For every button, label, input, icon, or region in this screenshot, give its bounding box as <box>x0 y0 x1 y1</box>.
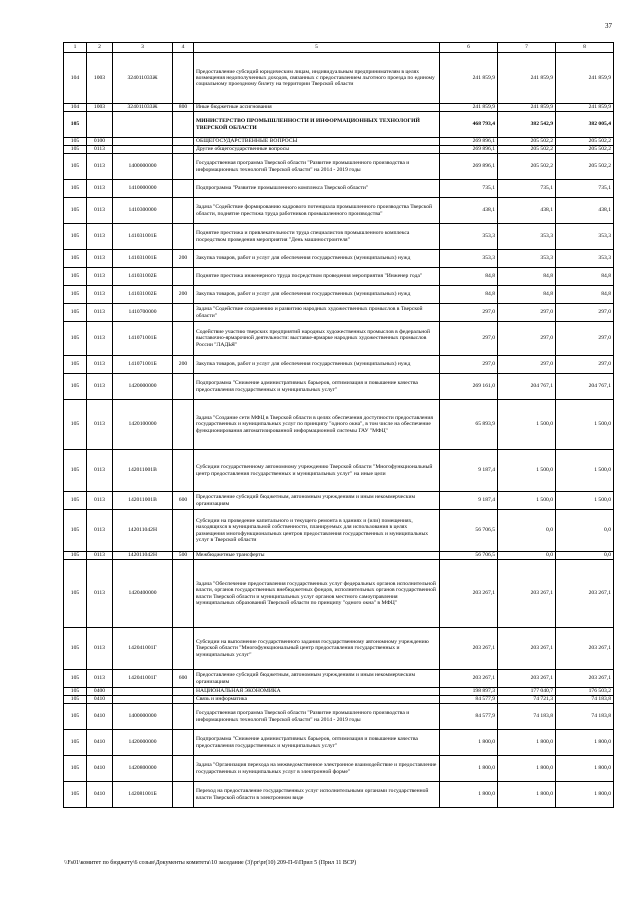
cell-admin-code: 105 <box>64 268 87 286</box>
cell-admin-code: 105 <box>64 286 87 304</box>
cell-target-article: 141071001Б <box>113 322 173 356</box>
cell-amount-year1: 198 897,3 <box>440 688 498 696</box>
cell-admin-code: 105 <box>64 400 87 450</box>
table-row <box>64 400 614 450</box>
cell-amount-year1: 269 896,1 <box>440 138 498 146</box>
cell-amount-year1: 297,0 <box>440 322 498 356</box>
cell-section-code: 0113 <box>87 374 113 400</box>
cell-description: Предоставление субсидий бюджетным, автономным учреждениям и иным некоммерческим организациям <box>194 492 440 510</box>
cell-section-code: 0113 <box>87 628 113 670</box>
cell-description: Задача "Создание сети МФЦ в Тверской области в целях обеспечения доступности предоставления государственных и муниципальных услуг по принципу "одного окна", в том числе на обеспечение функционирования автоматизированной информационной системы ГАУ "МФЦ" <box>194 400 440 450</box>
cell-section-code: 0410 <box>87 730 113 756</box>
cell-amount-year3: 1 500,0 <box>556 492 614 510</box>
cell-amount-year3: 0,0 <box>556 552 614 560</box>
cell-amount-year3: 353,3 <box>556 250 614 268</box>
cell-admin-code: 105 <box>64 560 87 628</box>
cell-amount-year3: 74 183,8 <box>556 696 614 704</box>
cell-amount-year3: 203 267,1 <box>556 628 614 670</box>
column-header: 2 <box>87 43 113 53</box>
cell-admin-code: 105 <box>64 180 87 198</box>
cell-amount-year3: 203 267,1 <box>556 670 614 688</box>
table-row <box>64 756 614 782</box>
cell-amount-year2: 1 500,0 <box>498 450 556 492</box>
cell-section-code: 0113 <box>87 552 113 560</box>
cell-amount-year2: 203 267,1 <box>498 670 556 688</box>
cell-section-code: 0113 <box>87 154 113 180</box>
cell-amount-year2: 241 859,9 <box>498 53 556 104</box>
cell-amount-year1: 468 793,4 <box>440 112 498 138</box>
cell-amount-year2: 297,0 <box>498 322 556 356</box>
cell-amount-year1: 203 267,1 <box>440 628 498 670</box>
cell-amount-year2: 0,0 <box>498 552 556 560</box>
cell-amount-year1: 1 800,0 <box>440 782 498 808</box>
cell-section-code: 0410 <box>87 756 113 782</box>
cell-target-article <box>113 688 173 696</box>
cell-amount-year3: 1 500,0 <box>556 450 614 492</box>
cell-admin-code: 105 <box>64 322 87 356</box>
table-row <box>64 138 614 146</box>
cell-amount-year1: 438,1 <box>440 198 498 224</box>
cell-amount-year2: 205 502,2 <box>498 146 556 154</box>
cell-expense-type: 200 <box>173 286 194 304</box>
cell-description: Предоставление субсидий юридическим лицам, индивидуальным предпринимателям в целях возмещения недополученных доходов, связанных с предоставлением льготного проезда по единому социальному проездному билету на территории Тверской области <box>194 53 440 104</box>
cell-description: Подпрограмма "Развитие промышленного комплекса Тверской области" <box>194 180 440 198</box>
column-header: 4 <box>173 43 194 53</box>
cell-description: Государственная программа Тверской области "Развитие промышленного производства и информационных технологий Тверской области" на 2014 - 2019 годы <box>194 154 440 180</box>
cell-description: Межбюджетные трансферты <box>194 552 440 560</box>
cell-expense-type <box>173 112 194 138</box>
cell-target-article: 142081001Б <box>113 782 173 808</box>
cell-description: Закупка товаров, работ и услуг для обеспечения государственных (муниципальных) нужд <box>194 286 440 304</box>
cell-target-article: 141031001Б <box>113 250 173 268</box>
cell-amount-year3: 382 005,4 <box>556 112 614 138</box>
cell-section-code: 0113 <box>87 400 113 450</box>
cell-amount-year1: 84 577,9 <box>440 696 498 704</box>
cell-expense-type: 200 <box>173 356 194 374</box>
cell-section-code: 0100 <box>87 138 113 146</box>
cell-amount-year3: 205 502,2 <box>556 154 614 180</box>
cell-amount-year1: 84,8 <box>440 268 498 286</box>
cell-admin-code: 105 <box>64 250 87 268</box>
cell-amount-year3: 297,0 <box>556 356 614 374</box>
cell-description: Субсидии на выполнение государственного задания государственному автономному учреждению Тверской области "Многофункциональный центр предоставления государственных и муниципальных услуг" <box>194 628 440 670</box>
table-row <box>64 492 614 510</box>
cell-amount-year3: 438,1 <box>556 198 614 224</box>
table-row <box>64 322 614 356</box>
cell-description: Субсидии на проведение капитального и текущего ремонта в зданиях и (или) помещениях, находящихся в муниципальной собственности, планируемых для использования в целях размещения многофункциональных центров предоставления государственных и муниципальных услуг в Тверской области <box>194 510 440 552</box>
cell-expense-type <box>173 224 194 250</box>
table-row <box>64 696 614 704</box>
cell-amount-year1: 65 893,9 <box>440 400 498 450</box>
cell-target-article: 142041001Г <box>113 670 173 688</box>
table-row <box>64 628 614 670</box>
cell-target-article <box>113 146 173 154</box>
cell-amount-year1: 56 706,5 <box>440 510 498 552</box>
cell-description: Другие общегосударственные вопросы <box>194 146 440 154</box>
table-row <box>64 374 614 400</box>
cell-amount-year3: 241 859,9 <box>556 53 614 104</box>
cell-section-code: 0113 <box>87 224 113 250</box>
cell-admin-code: 105 <box>64 492 87 510</box>
cell-admin-code: 105 <box>64 782 87 808</box>
cell-description: Предоставление субсидий бюджетным, автономным учреждениям и иным некоммерческим организациям <box>194 670 440 688</box>
cell-section-code: 0113 <box>87 322 113 356</box>
cell-admin-code: 105 <box>64 670 87 688</box>
cell-section-code: 0113 <box>87 180 113 198</box>
cell-description: Задача "Организация перехода на межведомственное электронное взаимодействие и предоставление государственных и муниципальных услуг в электронной форме" <box>194 756 440 782</box>
cell-admin-code: 105 <box>64 154 87 180</box>
cell-section-code: 0400 <box>87 688 113 696</box>
cell-admin-code: 105 <box>64 628 87 670</box>
cell-amount-year3: 735,1 <box>556 180 614 198</box>
cell-amount-year2: 353,3 <box>498 250 556 268</box>
table-row <box>64 450 614 492</box>
column-header: 1 <box>64 43 87 53</box>
cell-amount-year3: 84,8 <box>556 268 614 286</box>
cell-amount-year3: 203 267,1 <box>556 560 614 628</box>
cell-amount-year2: 84,8 <box>498 268 556 286</box>
column-header: 6 <box>440 43 498 53</box>
cell-amount-year3: 241 859,9 <box>556 104 614 112</box>
cell-admin-code: 105 <box>64 730 87 756</box>
cell-amount-year1: 241 859,9 <box>440 53 498 104</box>
cell-description: Задача "Обеспечение предоставления государственных услуг федеральных органов исполнительной власти, органов государственных внебюджетных фондов, исполнительных органов государственной власти Тверской области и муниципальных услуг органов местного самоуправления муниципальных образований Тверской области по принципу "одного окна" в МФЦ" <box>194 560 440 628</box>
cell-expense-type <box>173 154 194 180</box>
cell-target-article: 1400000000 <box>113 154 173 180</box>
cell-target-article: 141031002Б <box>113 286 173 304</box>
file-path-footer: \\Fs01\комитет по бюджету\6 созыв\Документы комитета\10 заседание (3)\pr\pr(10) 209-П-6\Прил 5 (Прил 11 ВСР) <box>64 860 357 866</box>
cell-section-code: 0410 <box>87 782 113 808</box>
cell-amount-year1: 241 859,9 <box>440 104 498 112</box>
cell-target-article: 142041001Г <box>113 628 173 670</box>
cell-section-code: 0410 <box>87 704 113 730</box>
cell-target-article: 1420100000 <box>113 400 173 450</box>
cell-admin-code: 105 <box>64 450 87 492</box>
cell-amount-year2: 205 502,2 <box>498 154 556 180</box>
cell-expense-type <box>173 756 194 782</box>
cell-amount-year3: 74 183,8 <box>556 704 614 730</box>
cell-amount-year1: 9 187,4 <box>440 450 498 492</box>
cell-expense-type <box>173 268 194 286</box>
cell-target-article: 324011033Ж <box>113 53 173 104</box>
cell-admin-code: 105 <box>64 304 87 322</box>
cell-description: Задача "Содействие сохранению и развитию народных художественных промыслов в Тверской области" <box>194 304 440 322</box>
cell-amount-year1: 269 896,1 <box>440 146 498 154</box>
cell-amount-year1: 203 267,1 <box>440 560 498 628</box>
cell-section-code: 0113 <box>87 304 113 322</box>
cell-admin-code: 105 <box>64 138 87 146</box>
cell-expense-type: 200 <box>173 250 194 268</box>
cell-target-article <box>113 696 173 704</box>
cell-amount-year1: 269 161,0 <box>440 374 498 400</box>
cell-description: Закупка товаров, работ и услуг для обеспечения государственных (муниципальных) нужд <box>194 250 440 268</box>
cell-amount-year2: 1 500,0 <box>498 400 556 450</box>
cell-expense-type <box>173 704 194 730</box>
cell-amount-year3: 205 502,2 <box>556 146 614 154</box>
cell-section-code: 0113 <box>87 356 113 374</box>
cell-target-article: 1420400000 <box>113 560 173 628</box>
column-header: 3 <box>113 43 173 53</box>
cell-section-code: 0113 <box>87 268 113 286</box>
cell-amount-year1: 269 896,1 <box>440 154 498 180</box>
cell-admin-code: 105 <box>64 552 87 560</box>
cell-amount-year3: 297,0 <box>556 322 614 356</box>
table-row <box>64 198 614 224</box>
cell-expense-type <box>173 198 194 224</box>
cell-amount-year2: 241 859,9 <box>498 104 556 112</box>
cell-description: Закупка товаров, работ и услуг для обеспечения государственных (муниципальных) нужд <box>194 356 440 374</box>
cell-target-article <box>113 112 173 138</box>
cell-amount-year2: 1 800,0 <box>498 730 556 756</box>
cell-target-article: 142011042Н <box>113 552 173 560</box>
table-row <box>64 224 614 250</box>
cell-amount-year2: 382 542,9 <box>498 112 556 138</box>
cell-description: Государственная программа Тверской области "Развитие промышленного производства и информационных технологий Тверской области" на 2014 - 2019 годы <box>194 704 440 730</box>
table-row <box>64 154 614 180</box>
cell-expense-type <box>173 304 194 322</box>
cell-section-code: 0113 <box>87 560 113 628</box>
cell-target-article: 1420800000 <box>113 756 173 782</box>
page-number: 37 <box>605 22 612 30</box>
cell-expense-type <box>173 138 194 146</box>
cell-expense-type <box>173 146 194 154</box>
cell-amount-year2: 1 800,0 <box>498 782 556 808</box>
cell-target-article: 1410000000 <box>113 180 173 198</box>
cell-expense-type: 600 <box>173 492 194 510</box>
cell-description: Поднятие престижа инженерного труда посредством проведения мероприятия "Инженер года" <box>194 268 440 286</box>
cell-description: Поднятие престижа и привлекательности труда специалистов промышленного комплекса посредством проведения мероприятия "День машиностроителя" <box>194 224 440 250</box>
cell-amount-year3: 205 502,2 <box>556 138 614 146</box>
cell-section-code: 0113 <box>87 492 113 510</box>
cell-description: Содействие участию тверских предприятий народных художественных промыслов в федеральной выставочно-ярмарочной деятельности: выставке-ярмарке народных художественных промыслов России "ЛАДЬЯ" <box>194 322 440 356</box>
cell-target-article: 1400000000 <box>113 704 173 730</box>
cell-target-article: 1410700000 <box>113 304 173 322</box>
cell-target-article: 141031002Б <box>113 268 173 286</box>
cell-amount-year1: 1 800,0 <box>440 730 498 756</box>
cell-amount-year2: 205 502,2 <box>498 138 556 146</box>
cell-admin-code: 105 <box>64 374 87 400</box>
table-row <box>64 356 614 374</box>
cell-expense-type <box>173 322 194 356</box>
cell-admin-code: 105 <box>64 510 87 552</box>
cell-description: НАЦИОНАЛЬНАЯ ЭКОНОМИКА <box>194 688 440 696</box>
cell-amount-year2: 1 500,0 <box>498 492 556 510</box>
cell-amount-year3: 176 503,2 <box>556 688 614 696</box>
cell-target-article: 142011042Н <box>113 510 173 552</box>
cell-target-article: 1420000000 <box>113 730 173 756</box>
table-row <box>64 104 614 112</box>
cell-expense-type <box>173 510 194 552</box>
cell-admin-code: 105 <box>64 198 87 224</box>
cell-amount-year1: 1 800,0 <box>440 756 498 782</box>
cell-description: МИНИСТЕРСТВО ПРОМЫШЛЕННОСТИ И ИНФОРМАЦИОННЫХ ТЕХНОЛОГИЙ ТВЕРСКОЙ ОБЛАСТИ <box>194 112 440 138</box>
cell-target-article: 142011001В <box>113 450 173 492</box>
cell-amount-year1: 84 577,9 <box>440 704 498 730</box>
cell-description: Субсидии государственному автономному учреждению Тверской области "Многофункциональный центр предоставления государственных и муниципальных услуг" на иные цели <box>194 450 440 492</box>
cell-section-code: 1003 <box>87 53 113 104</box>
cell-section-code: 0113 <box>87 250 113 268</box>
cell-section-code: 0410 <box>87 696 113 704</box>
cell-admin-code: 105 <box>64 112 87 138</box>
cell-section-code: 0113 <box>87 450 113 492</box>
cell-expense-type <box>173 180 194 198</box>
table-row <box>64 304 614 322</box>
cell-amount-year2: 203 267,1 <box>498 628 556 670</box>
cell-description: Переход на предоставление государственных услуг исполнительными органами государственной власти Тверской области в электронном виде <box>194 782 440 808</box>
cell-amount-year3: 353,3 <box>556 224 614 250</box>
cell-description: Связь и информатика <box>194 696 440 704</box>
cell-amount-year3: 204 767,1 <box>556 374 614 400</box>
table-row <box>64 670 614 688</box>
cell-section-code: 0113 <box>87 670 113 688</box>
table-row <box>64 286 614 304</box>
column-header: 5 <box>194 43 440 53</box>
cell-amount-year2: 353,3 <box>498 224 556 250</box>
cell-amount-year1: 353,3 <box>440 224 498 250</box>
column-header: 8 <box>556 43 614 53</box>
cell-expense-type <box>173 450 194 492</box>
cell-target-article <box>113 138 173 146</box>
cell-admin-code: 105 <box>64 146 87 154</box>
cell-amount-year2: 438,1 <box>498 198 556 224</box>
cell-expense-type <box>173 628 194 670</box>
cell-target-article: 141031001Б <box>113 224 173 250</box>
cell-section-code <box>87 112 113 138</box>
cell-target-article: 1420000000 <box>113 374 173 400</box>
cell-expense-type <box>173 696 194 704</box>
cell-admin-code: 105 <box>64 688 87 696</box>
cell-target-article: 324011033Ж <box>113 104 173 112</box>
cell-description: Подпрограмма "Снижение административных барьеров, оптимизация и повышение качества предоставления государственных и муниципальных услуг" <box>194 374 440 400</box>
cell-amount-year1: 735,1 <box>440 180 498 198</box>
table-row <box>64 146 614 154</box>
table-row <box>64 688 614 696</box>
cell-amount-year3: 1 800,0 <box>556 756 614 782</box>
cell-admin-code: 105 <box>64 696 87 704</box>
table-row <box>64 730 614 756</box>
cell-amount-year2: 74 183,8 <box>498 704 556 730</box>
cell-admin-code: 104 <box>64 104 87 112</box>
cell-description: Задача "Содействие формированию кадрового потенциала промышленного производства Тверской области, поднятие престижа труда работников промышленного производства" <box>194 198 440 224</box>
cell-expense-type: 500 <box>173 552 194 560</box>
cell-description: ОБЩЕГОСУДАРСТВЕННЫЕ ВОПРОСЫ <box>194 138 440 146</box>
cell-amount-year1: 297,0 <box>440 356 498 374</box>
column-header: 7 <box>498 43 556 53</box>
table-row <box>64 782 614 808</box>
cell-amount-year3: 1 500,0 <box>556 400 614 450</box>
cell-admin-code: 105 <box>64 224 87 250</box>
cell-admin-code: 105 <box>64 704 87 730</box>
cell-amount-year1: 353,3 <box>440 250 498 268</box>
cell-amount-year2: 204 767,1 <box>498 374 556 400</box>
cell-amount-year3: 0,0 <box>556 510 614 552</box>
cell-expense-type: 800 <box>173 104 194 112</box>
cell-section-code: 0113 <box>87 286 113 304</box>
table-row <box>64 704 614 730</box>
cell-target-article: 1410300000 <box>113 198 173 224</box>
cell-amount-year2: 297,0 <box>498 304 556 322</box>
cell-amount-year2: 735,1 <box>498 180 556 198</box>
cell-admin-code: 104 <box>64 53 87 104</box>
cell-expense-type <box>173 374 194 400</box>
cell-amount-year2: 84,8 <box>498 286 556 304</box>
cell-amount-year1: 56 706,5 <box>440 552 498 560</box>
cell-amount-year3: 1 800,0 <box>556 782 614 808</box>
cell-section-code: 0113 <box>87 146 113 154</box>
cell-amount-year2: 74 721,3 <box>498 696 556 704</box>
cell-expense-type <box>173 688 194 696</box>
cell-amount-year1: 203 267,1 <box>440 670 498 688</box>
table-row <box>64 53 614 104</box>
cell-expense-type: 600 <box>173 670 194 688</box>
table-row <box>64 510 614 552</box>
table-header-row <box>64 43 614 53</box>
cell-admin-code: 105 <box>64 356 87 374</box>
cell-amount-year2: 1 800,0 <box>498 756 556 782</box>
cell-amount-year3: 297,0 <box>556 304 614 322</box>
cell-expense-type <box>173 400 194 450</box>
cell-section-code: 1003 <box>87 104 113 112</box>
cell-target-article: 142011001В <box>113 492 173 510</box>
cell-amount-year3: 84,8 <box>556 286 614 304</box>
table-row <box>64 560 614 628</box>
cell-amount-year1: 297,0 <box>440 304 498 322</box>
cell-expense-type <box>173 560 194 628</box>
cell-expense-type <box>173 782 194 808</box>
table-row <box>64 112 614 138</box>
cell-expense-type <box>173 53 194 104</box>
cell-amount-year1: 84,8 <box>440 286 498 304</box>
table-row <box>64 268 614 286</box>
cell-section-code: 0113 <box>87 198 113 224</box>
cell-description: Подпрограмма "Снижение административных барьеров, оптимизация и повышение качества предоставления государственных и муниципальных услуг" <box>194 730 440 756</box>
cell-amount-year2: 0,0 <box>498 510 556 552</box>
cell-amount-year1: 9 187,4 <box>440 492 498 510</box>
cell-amount-year3: 1 800,0 <box>556 730 614 756</box>
budget-table <box>63 42 614 808</box>
cell-amount-year2: 297,0 <box>498 356 556 374</box>
cell-description: Иные бюджетные ассигнования <box>194 104 440 112</box>
cell-amount-year2: 203 267,1 <box>498 560 556 628</box>
table-row <box>64 180 614 198</box>
cell-admin-code: 105 <box>64 756 87 782</box>
cell-expense-type <box>173 730 194 756</box>
cell-target-article: 141071001Б <box>113 356 173 374</box>
table-row <box>64 552 614 560</box>
table-row <box>64 250 614 268</box>
cell-amount-year2: 177 040,7 <box>498 688 556 696</box>
cell-section-code: 0113 <box>87 510 113 552</box>
